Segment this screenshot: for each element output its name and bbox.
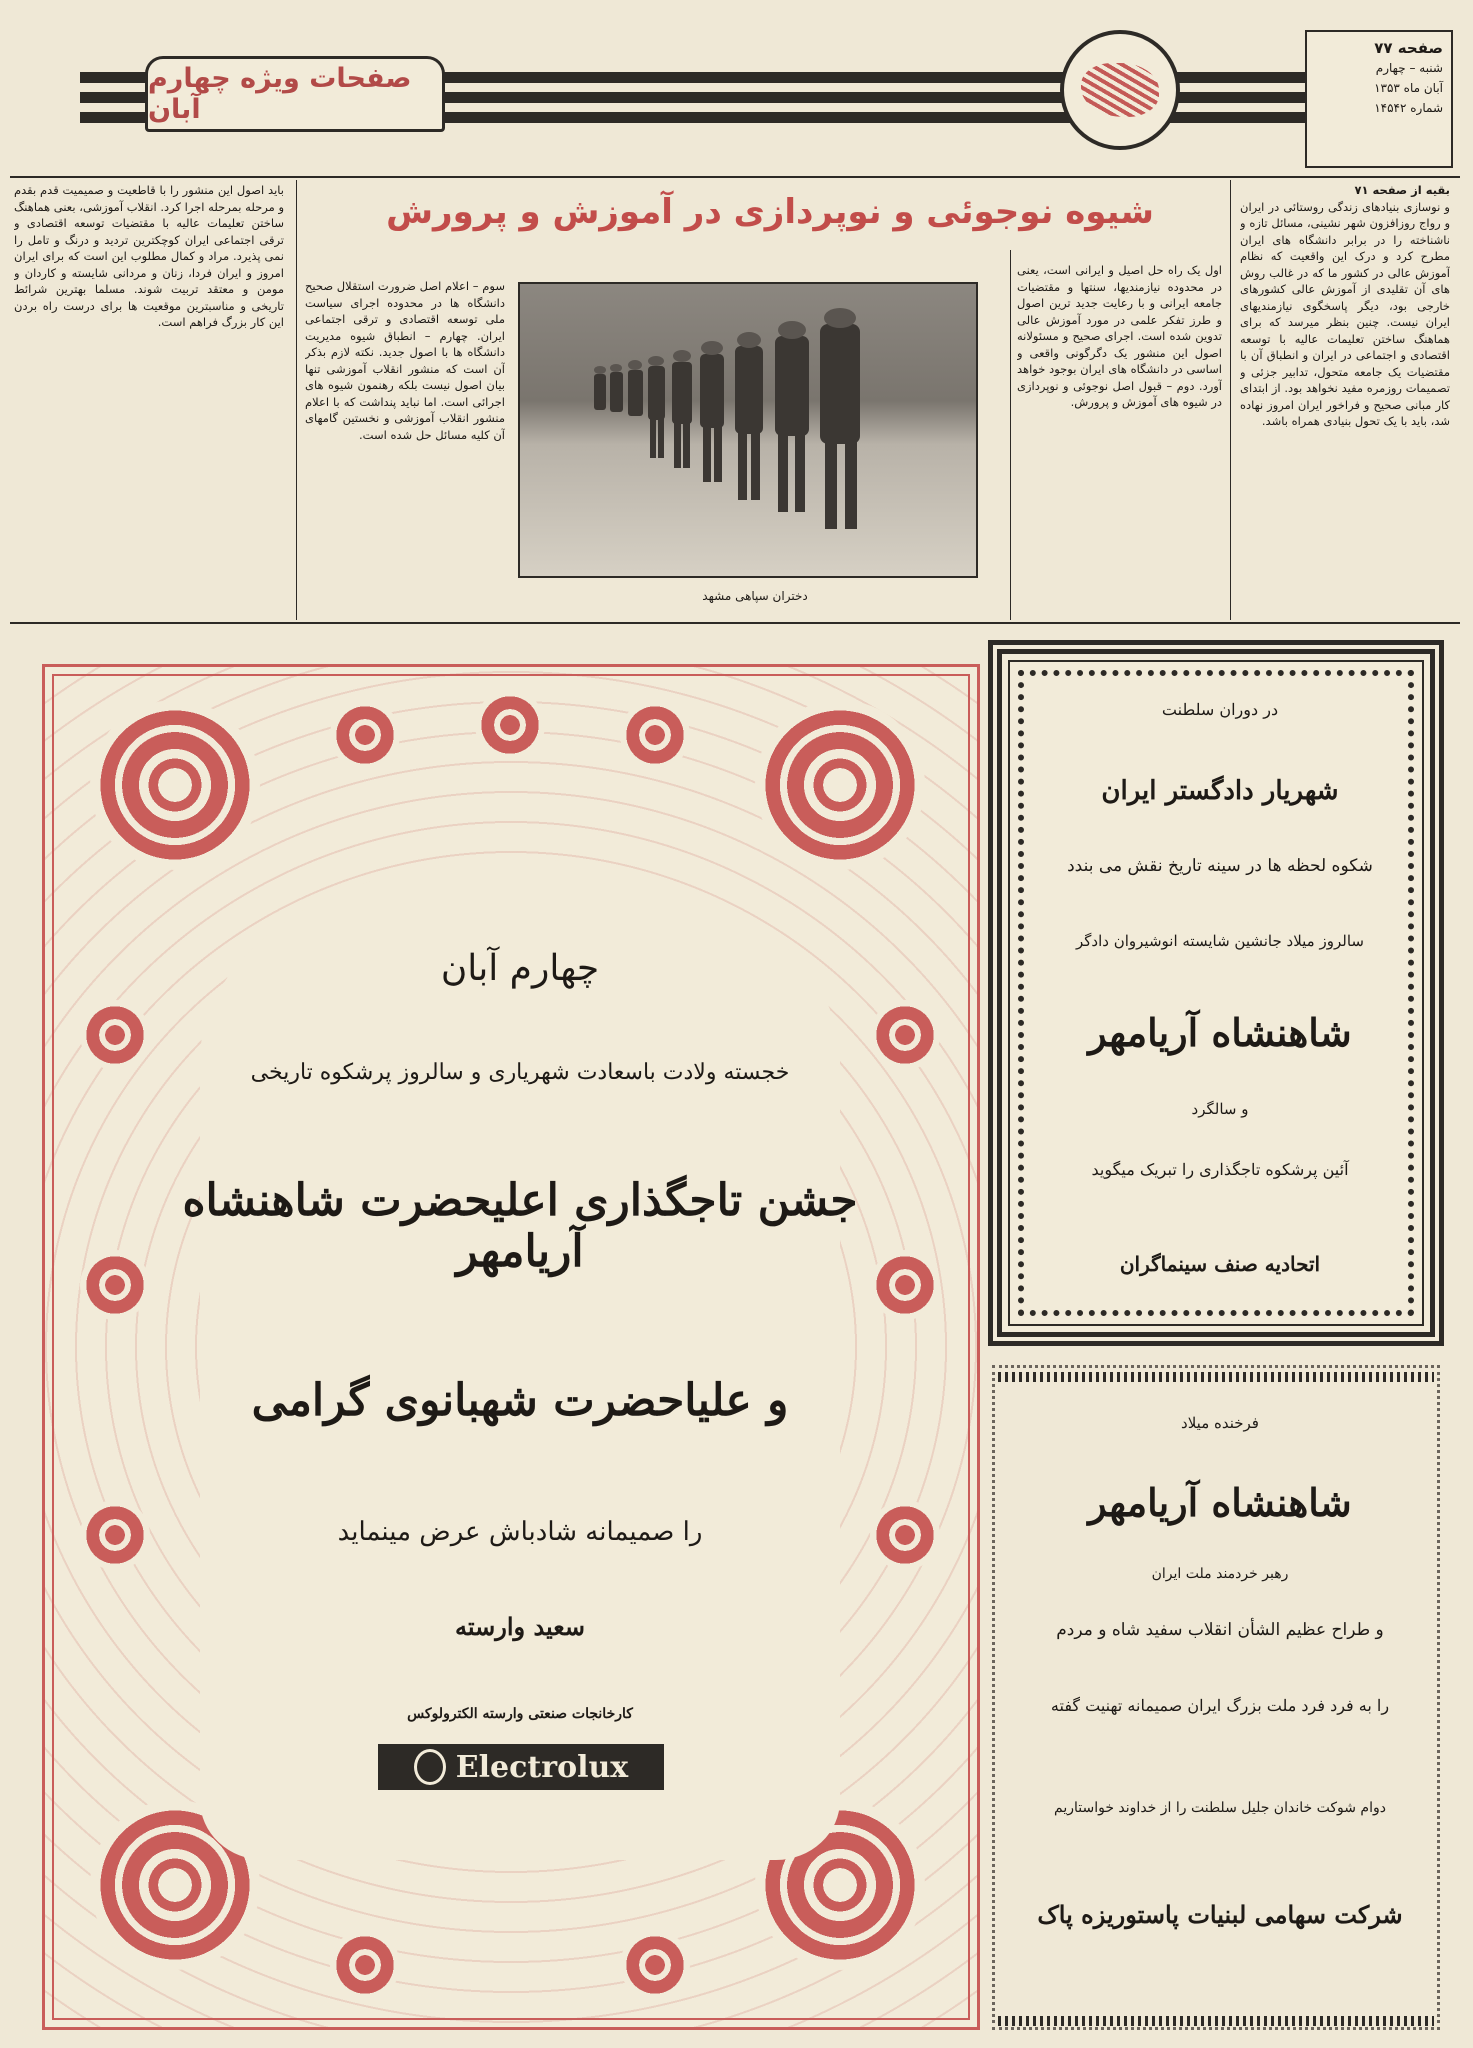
- flower-icon: [80, 1500, 150, 1570]
- column-text: باید اصول این منشور را با قاطعیت و صمیمیت قدم بقدم و مرحله بمرحله اجرا کرد. انقلاب آموزشی، بعنی هماهنگ ساختن تعلیمات عالیه با مقتضیات توسعه اقتصادی و ترقی اجتماعی ایران کوچکترین تردید و درنگ و تامل را نمی پذیرد. مراد و کمال مطلوب این است که برای ایران امروز و ایران فردا، زنان و مردانی شایسته و کاردان و مومن و معتقد تربیت شوند. مسلما بهترین شرائط تاریخی و مناسبترین موقعیت ها برای درست راه بردن این کار بزرگ فراهم است.: [14, 183, 284, 329]
- marching-figures-illustration: [520, 284, 978, 578]
- issue-number: شماره ۱۴۵۴۲: [1374, 101, 1443, 115]
- frame-ad-line-2: شهریار دادگستر ایران: [1101, 776, 1339, 806]
- red-ad-line-2: خجسته ولادت باسعادت شهریاری و سالروز پرشکوه تاریخی: [250, 1060, 790, 1085]
- flower-icon: [870, 1000, 940, 1070]
- flower-icon: [620, 1930, 690, 2000]
- frame-ad-line-7: آئین پرشکوه تاجگذاری را تبریک میگوید: [1091, 1160, 1349, 1179]
- emblem-graphic: [1081, 63, 1159, 117]
- bottom-ad-line-3: رهبر خردمند ملت ایران: [1151, 1566, 1289, 1582]
- section-banner: [145, 56, 445, 132]
- electrolux-mark-icon: [414, 1749, 446, 1785]
- flower-icon: [80, 1000, 150, 1070]
- column-text: سوم – اعلام اصل ضرورت استقلال صحیح دانشگاه ها در محدوده اجرای سیاست ملی توسعه اقتصادی و ترقی اجتماعی ایران. چهارم – انطباق شیوه مدیریت دانشگاه ها با اصول جدید. نکته لازم بذکر آن است که منشور انقلاب آموزشی تنها بیان اصول نیست بلکه رهنمون شیوه های اجرائی است. اما نباید پنداشت که با اعلام منشور انقلاب آموزشی و نخستین گامهای آن کلیه مسائل حل شده است.: [305, 279, 505, 442]
- bottom-ad-line-4: و طراح عظیم الشأن انقلاب سفید شاه و مردم: [1056, 1620, 1384, 1640]
- column-text: و نوسازی بنیادهای زندگی روستائی در ایران و رواج روزافزون شهر نشینی، مسائل تازه و ناشناخته را در برابر دانشگاه های ایران مطرح کرد و درک این واقعیت که نظام آموزش عالی در کشور ما که در غالب روش های آن تقلیدی از آموزش عالی کشورهای خارجی بود، دیگر پاسخگوی نیازمندیهای ایران نیست. چنین بنظر میرسد که برای هماهنگ ساختن تعلیمات عالیه با توسعه اقتصادی و اجتماعی در ایران و انطباق آن با مقتضیات یک جامعه متحول، تدابیر جزئی و تصمیمات روزمره مفید نخواهد بود. از ابتدای کار مبانی صحیح و فراخور ایران امروز نهاده شد، باید با یک تحول بنیادی همراه باشد.: [1240, 199, 1450, 428]
- article-column-1: [1240, 182, 1450, 618]
- section-banner-text: صفحات ویژه چهارم آبان: [148, 63, 412, 125]
- bottom-ad-line-5: را به فرد فرد ملت بزرگ ایران صمیمانه تهنیت گفته: [1050, 1696, 1390, 1715]
- red-ad-company: کارخانجات صنعتی وارسته الکترولوکس: [407, 1706, 633, 1722]
- article-column-3: [305, 278, 505, 618]
- flower-icon: [475, 690, 545, 760]
- newspaper-emblem-icon: [1060, 30, 1180, 150]
- frame-ad-line-1: در دوران سلطنت: [1161, 700, 1279, 719]
- flower-icon: [870, 1500, 940, 1570]
- frame-ad-signature: اتحادیه صنف سینماگران: [1119, 1252, 1321, 1276]
- article-bottom-rule: [10, 622, 1460, 624]
- decorative-rule: [998, 1372, 1434, 1382]
- bottom-ad-signature: شرکت سهامی لبنیات پاستوریزه پاک: [1037, 1900, 1403, 1929]
- frame-ad-line-6: و سالگرد: [1191, 1100, 1249, 1118]
- electrolux-logo: [378, 1744, 664, 1790]
- red-ad-line-4: و علیاحضرت شهبانوی گرامی: [251, 1375, 789, 1426]
- article-column-2: [1017, 262, 1222, 618]
- date-day: شنبه – چهارم: [1375, 61, 1443, 75]
- rosette-icon: [90, 700, 260, 870]
- column-divider: [296, 180, 297, 620]
- continued-from: بقیه از صفحه ۷۱: [1354, 183, 1450, 197]
- framed-ad-inner-border: [1018, 670, 1414, 1316]
- flower-icon: [330, 700, 400, 770]
- column-divider: [1230, 180, 1231, 620]
- red-ad-line-3: جشن تاجگذاری اعلیحضرت شاهنشاه آریامهر: [182, 1175, 858, 1277]
- red-ad-signature: سعید وارسته: [455, 1612, 585, 1641]
- bottom-ad-line-2: شاهنشاه آریامهر: [1088, 1480, 1352, 1525]
- bottom-ad-line-6: دوام شوکت خاندان جلیل سلطنت را از خداوند خواستاریم: [1054, 1800, 1386, 1816]
- article-headline: شیوه نوجوئی و نوپردازی در آموزش و پرورش: [386, 192, 1154, 232]
- decorative-rule: [998, 2016, 1434, 2026]
- photo-caption: دختران سپاهی مشهد: [702, 589, 808, 603]
- flower-icon: [620, 700, 690, 770]
- article-column-4: [14, 182, 284, 618]
- red-ad-line-1: چهارم آبان: [440, 948, 600, 989]
- date-month: آبان ماه ۱۳۵۳: [1374, 81, 1443, 95]
- flower-icon: [80, 1250, 150, 1320]
- date-box: [1305, 30, 1453, 168]
- column-text: اول یک راه حل اصیل و ایرانی است، یعنی در محدوده نیازمندیها، سنتها و مقتضیات جامعه ایرانی و با رعایت جدید ترین اصول و طرز تفکر علمی در مورد آموزش عالی تدوین شده است. اجرای صحیح و مسئولانه اصول این منشور یک دگرگونی واقعی و اساسی در دانشگاه های ایران بوجود خواهد آورد. دوم – قبول اصل نوجوئی و نوپردازی در شیوه های آموزش و پرورش.: [1017, 263, 1222, 409]
- bottom-ad-line-1: فرخنده میلاد: [1181, 1414, 1259, 1432]
- frame-ad-line-5: شاهنشاه آریامهر: [1088, 1010, 1352, 1055]
- red-ad-line-5: را صمیمانه شادباش عرض مینماید: [337, 1517, 703, 1547]
- column-divider: [1010, 250, 1011, 620]
- article-top-rule: [10, 176, 1460, 178]
- frame-ad-line-3: شکوه لحظه ها در سینه تاریخ نقش می بندد: [1067, 856, 1373, 876]
- page-number: صفحه ۷۷: [1374, 39, 1443, 57]
- frame-ad-line-4: سالروز میلاد جانشین شایسته انوشیروان دادگر: [1076, 932, 1364, 950]
- article-photo: [518, 282, 978, 578]
- rosette-icon: [755, 700, 925, 870]
- brand-name: Electrolux: [455, 1749, 629, 1785]
- flower-icon: [330, 1930, 400, 2000]
